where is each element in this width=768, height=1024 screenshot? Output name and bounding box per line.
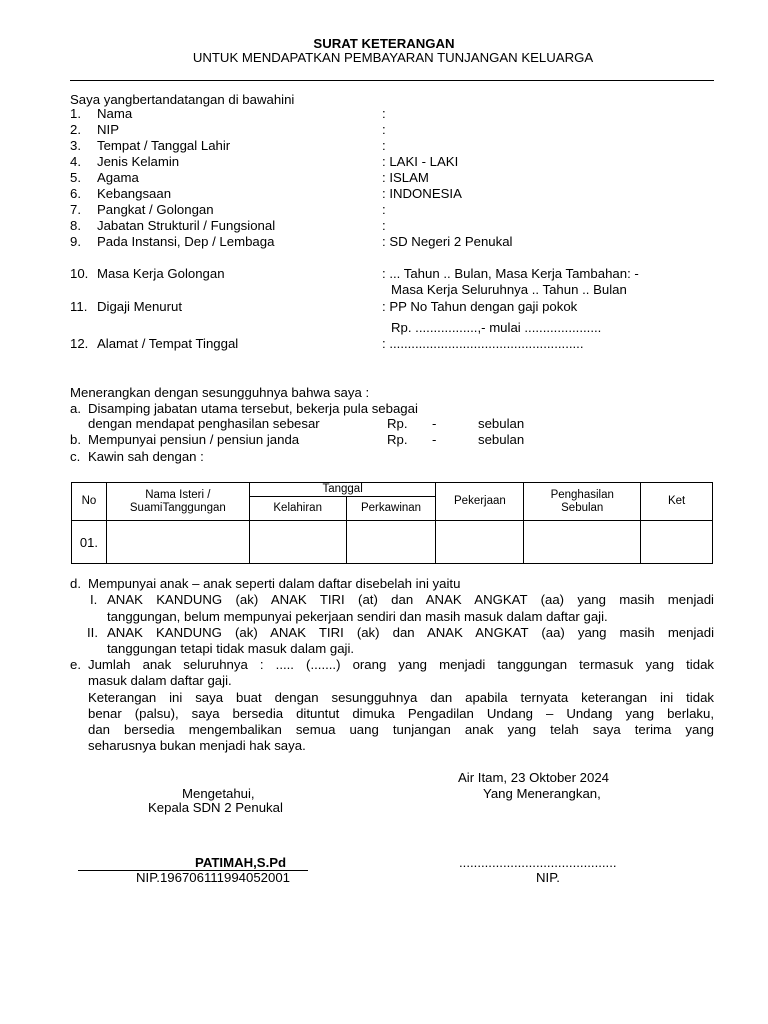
header-pekerjaan <box>436 483 524 521</box>
field-num: 11. <box>70 299 88 314</box>
field-label-kebangsaan: Kebangsaan <box>97 186 172 201</box>
field-value-alamat: : ..................................................... <box>382 336 584 351</box>
field-num: 12. <box>70 336 89 351</box>
field-value-pangkat: : <box>382 202 386 217</box>
statement-a-income: dengan mendapat penghasilan sebesar <box>88 416 320 431</box>
children-i-line1: ANAK KANDUNG (ak) ANAK TIRI (at) dan ANAK ANGKAT (aa) yang masih menjadi <box>107 592 714 607</box>
amount-value: - <box>432 416 437 431</box>
field-label-nama: Nama <box>97 106 133 121</box>
field-value-masa-kerja-total: Masa Kerja Seluruhnya .. Tahun .. Bulan <box>391 282 627 297</box>
children-e-line2: masuk dalam daftar gaji. <box>88 673 232 688</box>
header-no <box>72 483 107 521</box>
statement-intro: Menerangkan dengan sesungguhnya bahwa saya : <box>70 385 370 400</box>
right-sign-name: ........................................... <box>459 855 617 870</box>
field-label-pangkat: Pangkat / Golongan <box>97 202 214 217</box>
header-penghasilan <box>524 483 641 521</box>
cell-perkawinan <box>346 521 436 564</box>
right-sign-label: Yang Menerangkan, <box>483 786 601 801</box>
header-nama-line1: Nama Isteri / <box>145 488 211 501</box>
statement-a-text: Disamping jabatan utama tersebut, bekerja pula sebagai <box>88 401 418 416</box>
field-num: 10. <box>70 266 89 281</box>
table-row <box>72 521 713 564</box>
left-sign-name: PATIMAH,S.Pd <box>195 855 287 870</box>
field-value-ttl: : <box>382 138 386 153</box>
field-value-nip: : <box>382 122 386 137</box>
amount-value: - <box>432 432 437 447</box>
right-sign-nip: NIP. <box>536 870 560 885</box>
item-letter: d. <box>70 576 81 591</box>
document-title: SURAT KETERANGAN <box>313 36 455 51</box>
children-ii-line1: ANAK KANDUNG (ak) ANAK TIRI (ak) dan ANAK ANGKAT (aa) yang masih menjadi <box>107 625 714 640</box>
field-num: 1. <box>70 106 81 121</box>
item-letter: a. <box>70 401 81 416</box>
header-perkawinan <box>346 497 436 521</box>
field-num: 8. <box>70 218 81 233</box>
rp-label: Rp. <box>387 416 408 431</box>
spouse-table <box>71 482 713 564</box>
cell-pekerjaan <box>436 521 524 564</box>
left-sign-nip: NIP.196706111994052001 <box>136 870 291 885</box>
header-perkawinan-label: Perkawinan <box>360 502 422 514</box>
table-header-row <box>72 483 713 497</box>
header-ket <box>641 483 713 521</box>
header-tanggal-label: Tanggal <box>322 483 363 495</box>
field-num: 3. <box>70 138 81 153</box>
field-label-nip: NIP <box>97 122 119 137</box>
field-value-kebangsaan: : INDONESIA <box>382 186 462 201</box>
header-pekerjaan-label: Pekerjaan <box>454 495 506 507</box>
field-label-agama: Agama <box>97 170 139 185</box>
closing-line1: Keterangan ini saya buat dengan sesungguhnya dan apabila ternyata keterangan ini tidak <box>88 690 714 705</box>
field-value-masa-kerja: : ... Tahun .. Bulan, Masa Kerja Tambahan: - <box>382 266 639 281</box>
children-i-line2: tanggungan, belum mempunyai pekerjaan sendiri dan masih masuk dalam daftar gaji. <box>107 609 608 624</box>
period-label: sebulan <box>478 416 525 431</box>
header-penghasilan-line2: Sebulan <box>561 501 604 514</box>
header-kelahiran-label: Kelahiran <box>273 502 322 514</box>
header-nama-line2: SuamiTanggungan <box>129 501 226 514</box>
field-value-digaji: : PP No Tahun dengan gaji pokok <box>382 299 578 314</box>
children-e-line1: Jumlah anak seluruhnya : ..... (.......) orang yang menjadi tanggungan termasuk yang tidak <box>88 657 714 672</box>
item-letter: e. <box>70 657 81 672</box>
field-value-instansi: : SD Negeri 2 Penukal <box>382 234 513 249</box>
field-num: 9. <box>70 234 81 249</box>
field-value-jenis-kelamin: : LAKI - LAKI <box>382 154 459 169</box>
field-value-agama: : ISLAM <box>382 170 429 185</box>
item-letter: b. <box>70 432 81 447</box>
cell-penghasilan <box>524 521 641 564</box>
field-num: 7. <box>70 202 81 217</box>
children-ii-line2: tanggungan tetapi tidak masuk dalam gaji. <box>107 641 355 656</box>
header-nama <box>106 483 249 521</box>
rp-label: Rp. <box>387 432 408 447</box>
header-penghasilan-line1: Penghasilan <box>550 488 614 501</box>
field-value-nama: : <box>382 106 386 121</box>
period-label: sebulan <box>478 432 525 447</box>
field-label-ttl: Tempat / Tanggal Lahir <box>97 138 231 153</box>
closing-line4: seharusnya bukan menjadi hak saya. <box>88 738 306 753</box>
field-label-jenis-kelamin: Jenis Kelamin <box>97 154 180 169</box>
left-sign-role: Kepala SDN 2 Penukal <box>148 800 283 815</box>
header-ket-label: Ket <box>667 495 686 507</box>
header-tanggal <box>249 483 436 497</box>
closing-line3: dan bersedia mengembalikan semua uang tunjangan anak yang telah saya terima yang <box>88 722 714 737</box>
field-label-digaji: Digaji Menurut <box>97 299 183 314</box>
left-sign-label: Mengetahui, <box>182 786 255 801</box>
cell-no: 01. <box>72 521 107 564</box>
field-num: 2. <box>70 122 81 137</box>
document-subtitle: UNTUK MENDAPATKAN PEMBAYARAN TUNJANGAN KELUARGA <box>192 50 594 65</box>
cell-nama <box>106 521 249 564</box>
field-num: 6. <box>70 186 81 201</box>
cell-kelahiran <box>249 521 346 564</box>
statement-c-text: Kawin sah dengan : <box>88 449 204 464</box>
field-value-gaji-pokok: Rp. .................,- mulai ..................... <box>391 320 602 335</box>
field-label-jabatan: Jabatan Strukturil / Fungsional <box>97 218 276 233</box>
item-letter: c. <box>70 449 81 464</box>
field-label-instansi: Pada Instansi, Dep / Lembaga <box>97 234 275 249</box>
field-value-jabatan: : <box>382 218 386 233</box>
field-label-masa-kerja: Masa Kerja Golongan <box>97 266 225 281</box>
roman-numeral: I. <box>90 592 98 607</box>
cell-ket <box>641 521 713 564</box>
header-no-label: No <box>81 495 97 507</box>
place-date: Air Itam, 23 Oktober 2024 <box>458 770 609 785</box>
intro-text: Saya yangbertandatangan di bawahini <box>70 92 295 107</box>
field-num: 5. <box>70 170 81 185</box>
field-num: 4. <box>70 154 81 169</box>
closing-line2: benar (palsu), saya bersedia dituntut dimuka Pengadilan Undang – Undang yang berlaku, <box>88 706 714 721</box>
header-divider <box>70 80 714 81</box>
children-d-text: Mempunyai anak – anak seperti dalam daftar disebelah ini yaitu <box>88 576 461 591</box>
field-label-alamat: Alamat / Tempat Tinggal <box>97 336 239 351</box>
roman-numeral: II. <box>87 625 98 640</box>
header-kelahiran <box>249 497 346 521</box>
statement-b-text: Mempunyai pensiun / pensiun janda <box>88 432 300 447</box>
